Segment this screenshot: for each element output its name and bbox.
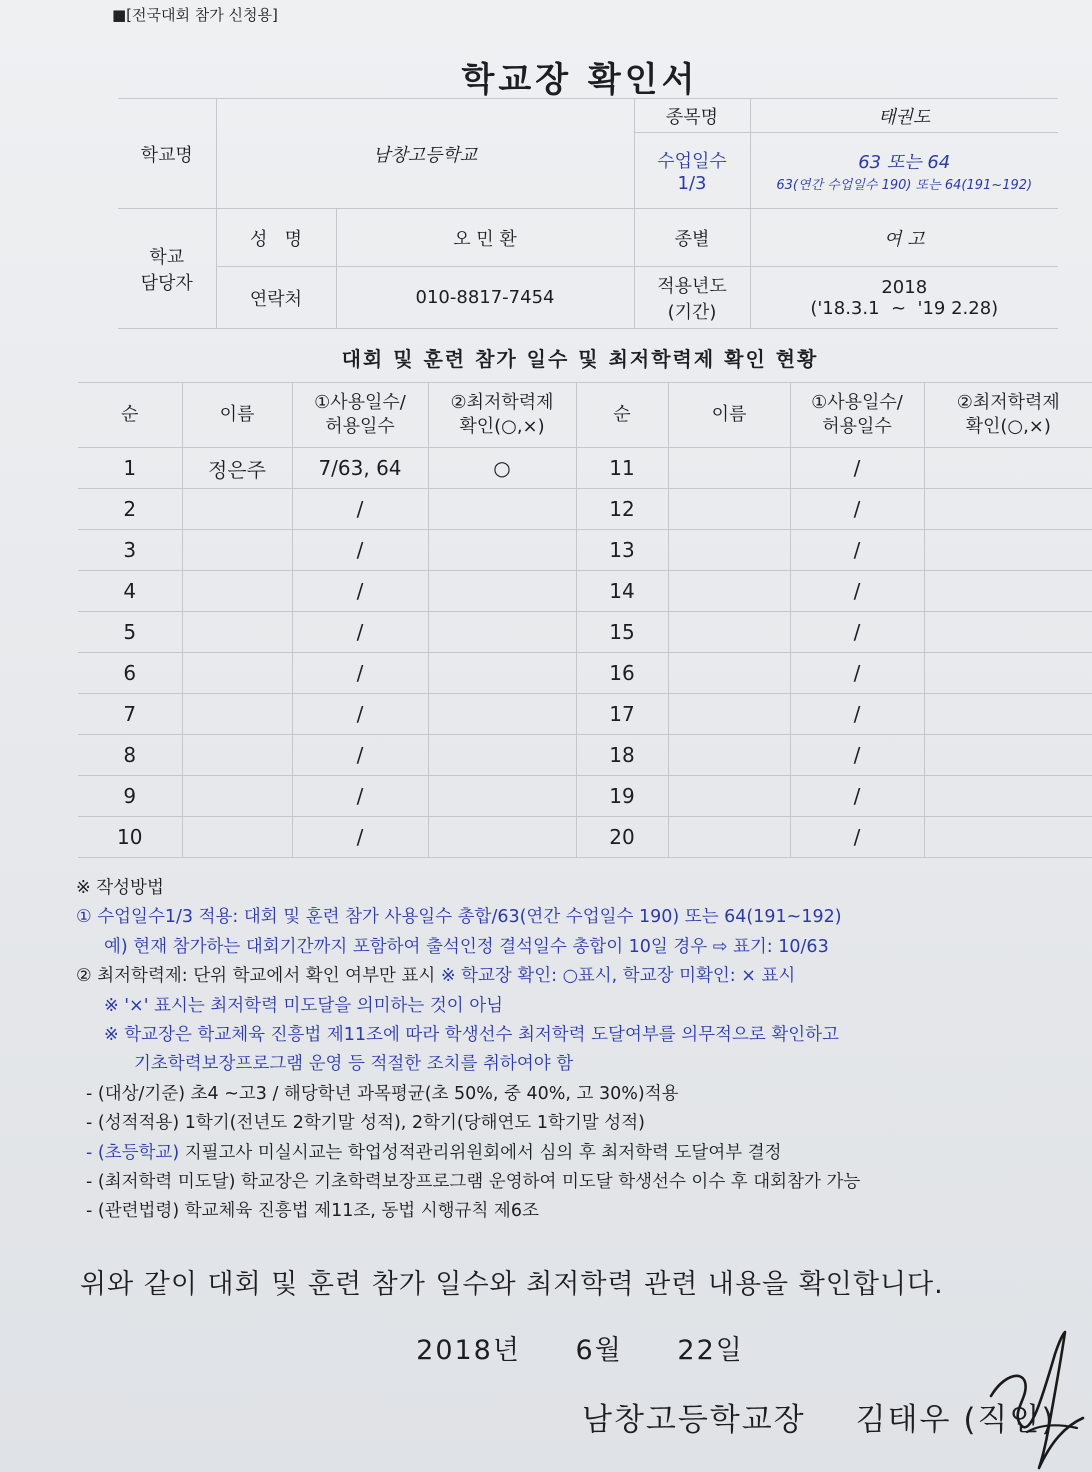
note-1-example: 예) 현재 참가하는 대회기간까지 포함하여 출석인정 결석일수 총합이 10일 경우 ⇨ 표기: 10/63 (104, 936, 829, 957)
category-label: 종별 (634, 209, 750, 267)
row-number: 2 (78, 489, 182, 530)
row-name-right (668, 735, 790, 776)
header-name-right: 이름 (668, 383, 790, 448)
header-days-right-line1: ①사용일수/ (811, 391, 903, 413)
year-value-line1: 2018 (881, 276, 928, 298)
principal-school: 남창고등학교장 (582, 1402, 806, 1438)
row-number-right: 18 (576, 735, 668, 776)
row-name-right (668, 612, 790, 653)
event-label: 종목명 (634, 99, 750, 133)
principal-name: 김태우 (855, 1402, 952, 1438)
detail-law: - (관련법령) 학교체육 진흥법 제11조, 동법 시행규칙 제6조 (86, 1201, 539, 1222)
days-label-line1: 수업일수 (657, 151, 727, 172)
days-value-line1: 63 또는 64 (858, 152, 951, 173)
roster-row (78, 489, 1092, 530)
row-days: / (292, 489, 428, 530)
year-label-line2: (기간) (667, 301, 717, 323)
days-label-line2: 1/3 (677, 173, 707, 194)
header-no: 순 (78, 383, 182, 448)
row-days: / (292, 530, 428, 571)
school-name-label: 학교명 (118, 99, 216, 209)
event-value: 태권도 (750, 99, 1058, 133)
header-days-line1: ①사용일수/ (314, 391, 406, 413)
date-year: 2018년 (416, 1335, 521, 1366)
roster-table (78, 382, 1092, 858)
row-check-right (924, 735, 1092, 776)
row-days: / (292, 571, 428, 612)
header-check-line1: ②최저학력제 (450, 391, 554, 413)
year-value (750, 267, 1058, 329)
header-days-line2: 허용일수 (325, 416, 395, 437)
row-days-right: / (790, 448, 924, 489)
header-days-right (790, 383, 924, 448)
roster-header-row (78, 383, 1092, 448)
row-name (182, 735, 292, 776)
row-name-right (668, 694, 790, 735)
date-day: 22일 (677, 1335, 744, 1366)
row-number: 4 (78, 571, 182, 612)
row-number-right: 15 (576, 612, 668, 653)
row-number-right: 12 (576, 489, 668, 530)
row-check-right (924, 448, 1092, 489)
row-check-right (924, 817, 1092, 858)
row-number: 3 (78, 530, 182, 571)
row-number: 8 (78, 735, 182, 776)
row-days-right: / (790, 694, 924, 735)
row-check-right (924, 571, 1092, 612)
note-2-duty: ※ 학교장은 학교체육 진흥법 제11조에 따라 학생선수 최저학력 도달여부를 의무적으로 확인하고 (104, 1025, 839, 1046)
row-number-right: 17 (576, 694, 668, 735)
detail-below: - (최저학력 미도달) 학교장은 기초학력보장프로그램 운영하여 미도달 학생선수 이수 후 대회참가 가능 (86, 1172, 861, 1193)
row-name (182, 653, 292, 694)
row-number: 1 (78, 448, 182, 489)
manager-label-line2: 담당자 (140, 272, 193, 294)
row-days: / (292, 776, 428, 817)
row-check (428, 530, 576, 571)
row-check-right (924, 489, 1092, 530)
note-2 (76, 962, 1092, 991)
row-number-right: 11 (576, 448, 668, 489)
info-table (118, 98, 1058, 329)
row-name-right (668, 571, 790, 612)
roster-title: 대회 및 훈련 참가 일수 및 최저학력제 확인 현황 (341, 347, 819, 371)
date-month: 6월 (575, 1335, 623, 1366)
contact-value: 010-8817-7454 (336, 267, 634, 329)
year-label (634, 267, 750, 329)
row-days: / (292, 612, 428, 653)
row-check (428, 489, 576, 530)
header-check-right-line1: ②최저학력제 (956, 391, 1060, 413)
row-name: 정은주 (182, 448, 292, 489)
roster-row (78, 448, 1092, 489)
row-check (428, 817, 576, 858)
row-name (182, 612, 292, 653)
note-1: ① 수업일수1/3 적용: 대회 및 훈련 참가 사용일수 총합/63(연간 수업일수 190) 또는 64(191~192) (76, 907, 842, 928)
category-value: 여 고 (750, 209, 1058, 267)
row-days: / (292, 817, 428, 858)
row-days-right: / (790, 776, 924, 817)
row-number-right: 13 (576, 530, 668, 571)
notes-heading: ※ 작성방법 (76, 878, 164, 898)
roster-row (78, 653, 1092, 694)
row-check: ○ (428, 448, 576, 489)
form-tag: ■[전국대회 참가 신청용] (112, 6, 278, 24)
row-days-right: / (790, 489, 924, 530)
days-value (750, 133, 1058, 209)
row-check-right (924, 612, 1092, 653)
row-name-right (668, 530, 790, 571)
roster-row (78, 612, 1092, 653)
row-days-right: / (790, 571, 924, 612)
roster-row (78, 735, 1092, 776)
year-value-line2: ('18.3.1 ~ '19 2.28) (810, 297, 999, 319)
issue-date (0, 1328, 1092, 1367)
roster-row (78, 571, 1092, 612)
row-days-right: / (790, 653, 924, 694)
row-number-right: 20 (576, 817, 668, 858)
detail-grades: - (성적적용) 1학기(전년도 2학기말 성적), 2학기(당해연도 1학기말 성적) (86, 1113, 645, 1134)
row-number: 5 (78, 612, 182, 653)
detail-elementary (76, 1139, 1092, 1168)
row-days: / (292, 694, 428, 735)
row-days-right: / (790, 612, 924, 653)
note-2-caution: ※ '×' 표시는 최저학력 미도달을 의미하는 것이 아님 (104, 995, 504, 1016)
row-days-right: / (790, 817, 924, 858)
row-check (428, 776, 576, 817)
detail-target: - (대상/기준) 초4 ~고3 / 해당학년 과목평균(초 50%, 중 40%, 고 30%)적용 (86, 1083, 679, 1104)
year-label-line1: 적용년도 (657, 275, 727, 297)
row-name (182, 817, 292, 858)
note-2-text: ② 최저학력제: 단위 학교에서 확인 여부만 표시 (76, 966, 441, 987)
row-number: 7 (78, 694, 182, 735)
note-2-duty-cont: 기초학력보장프로그램 운영 등 적절한 조치를 취하여야 함 (134, 1054, 574, 1075)
row-check (428, 694, 576, 735)
confirmation-text: 위와 같이 대회 및 훈련 참가 일수와 최저학력 관련 내용을 확인합니다. (80, 1269, 944, 1300)
detail-elementary-text: 지필고사 미실시교는 학업성적관리위원회에서 심의 후 최저학력 도달여부 결정 (184, 1142, 782, 1163)
row-days-right: / (790, 735, 924, 776)
header-check-line2: 확인(○,×) (459, 416, 545, 437)
row-name-right (668, 653, 790, 694)
person-name-label: 성 명 (216, 209, 336, 267)
roster-row (78, 817, 1092, 858)
row-number-right: 14 (576, 571, 668, 612)
manager-label-line1: 학교 (149, 246, 185, 268)
row-name (182, 694, 292, 735)
days-label (634, 133, 750, 209)
header-check-right-line2: 확인(○,×) (965, 416, 1051, 437)
header-check-right (924, 383, 1092, 448)
header-days-right-line2: 허용일수 (822, 416, 892, 437)
detail-elementary-label: - (초등학교) (86, 1142, 185, 1163)
manager-label (118, 209, 216, 329)
row-name (182, 489, 292, 530)
row-check (428, 735, 576, 776)
row-check-right (924, 776, 1092, 817)
principal-seal: (직인) (963, 1402, 1056, 1438)
row-name-right (668, 776, 790, 817)
days-value-line2: 63(연간 수업일수 190) 또는 64(191~192) (776, 178, 1033, 193)
row-check (428, 571, 576, 612)
row-days-right: / (790, 530, 924, 571)
row-number-right: 19 (576, 776, 668, 817)
row-number: 10 (78, 817, 182, 858)
row-check-right (924, 653, 1092, 694)
contact-label: 연락처 (216, 267, 336, 329)
row-days: / (292, 735, 428, 776)
row-check (428, 612, 576, 653)
row-name-right (668, 817, 790, 858)
school-name-value: 남창고등학교 (216, 99, 634, 209)
header-check (428, 383, 576, 448)
roster-body (78, 448, 1092, 858)
row-check (428, 653, 576, 694)
note-2-legend: ※ 학교장 확인: ○표시, 학교장 미확인: × 표시 (440, 966, 796, 987)
row-name-right (668, 489, 790, 530)
row-name (182, 571, 292, 612)
roster-row (78, 694, 1092, 735)
roster-row (78, 776, 1092, 817)
row-number: 6 (78, 653, 182, 694)
row-number-right: 16 (576, 653, 668, 694)
row-check-right (924, 694, 1092, 735)
row-name-right (668, 448, 790, 489)
person-name-value: 오 민 환 (336, 209, 634, 267)
header-no-right: 순 (576, 383, 668, 448)
signature-mark (985, 1330, 1092, 1472)
header-days (292, 383, 428, 448)
row-number: 9 (78, 776, 182, 817)
row-days: / (292, 653, 428, 694)
header-name: 이름 (182, 383, 292, 448)
document-title: 학교장 확인서 (461, 60, 699, 100)
row-name (182, 776, 292, 817)
row-days: 7/63, 64 (292, 448, 428, 489)
row-check-right (924, 530, 1092, 571)
row-name (182, 530, 292, 571)
instructions (76, 874, 1092, 1227)
roster-row (78, 530, 1092, 571)
